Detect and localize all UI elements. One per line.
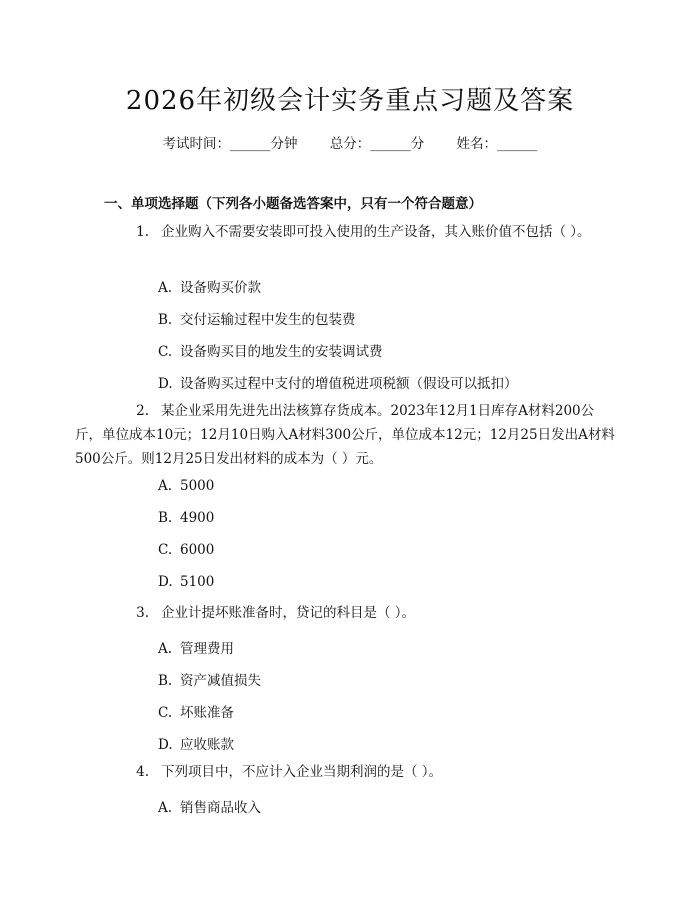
option-3b bbox=[158, 669, 261, 689]
question-number: 3. bbox=[136, 605, 149, 621]
option-3a bbox=[158, 637, 234, 657]
option-text: 交付运输过程中发生的包装费 bbox=[180, 312, 356, 328]
question-4 bbox=[75, 760, 620, 784]
option-1c bbox=[158, 340, 383, 360]
option-letter: A. bbox=[158, 641, 173, 657]
option-1b bbox=[158, 308, 356, 328]
document-title: 2026年初级会计实务重点习题及答案 bbox=[125, 86, 575, 116]
option-letter: D. bbox=[158, 574, 173, 590]
option-text: 5000 bbox=[180, 478, 215, 494]
question-number: 4. bbox=[136, 764, 149, 780]
option-letter: D. bbox=[158, 737, 173, 753]
section-heading-single-choice: 一、单项选择题（下列各小题备选答案中，只有一个符合题意） bbox=[104, 196, 482, 212]
option-letter: A. bbox=[158, 280, 173, 296]
total-score-field: 总分：______分 bbox=[329, 136, 425, 152]
option-2b bbox=[158, 510, 214, 526]
option-3c bbox=[158, 701, 234, 721]
option-letter: B. bbox=[158, 312, 173, 328]
option-text: 销售商品收入 bbox=[180, 800, 261, 816]
option-4a bbox=[158, 796, 261, 816]
option-letter: C. bbox=[158, 344, 173, 360]
question-text: 企业计提坏账准备时，贷记的科目是（ ）。 bbox=[161, 605, 416, 621]
option-letter: D. bbox=[158, 376, 173, 392]
option-text: 资产减值损失 bbox=[180, 673, 261, 689]
name-field: 姓名：______ bbox=[456, 136, 538, 152]
question-text: 下列项目中，不应计入企业当期利润的是（ ）。 bbox=[161, 764, 443, 780]
option-text: 设备购买目的地发生的安装调试费 bbox=[180, 344, 383, 360]
option-1d bbox=[158, 372, 518, 392]
option-text: 管理费用 bbox=[180, 641, 234, 657]
question-3 bbox=[75, 601, 620, 625]
option-letter: B. bbox=[158, 510, 173, 526]
option-letter: B. bbox=[158, 673, 173, 689]
option-text: 4900 bbox=[180, 510, 215, 526]
option-text: 设备购买过程中支付的增值税进项税额（假设可以抵扣） bbox=[180, 376, 518, 392]
option-text: 5100 bbox=[180, 574, 215, 590]
option-1a bbox=[158, 276, 261, 296]
question-1 bbox=[75, 220, 620, 244]
option-3d bbox=[158, 733, 234, 753]
option-text: 6000 bbox=[180, 542, 215, 558]
option-text: 应收账款 bbox=[180, 737, 234, 753]
option-letter: A. bbox=[158, 800, 173, 816]
exam-time-field: 考试时间：______分钟 bbox=[162, 136, 298, 152]
question-number: 2. bbox=[136, 403, 149, 419]
question-text: 某企业采用先进先出法核算存货成本。2023年12月1日库存A材料200公斤，单位成本10元；12月10日购入A材料300公斤，单位成本12元；12月25日发出A材料500公斤。则12月25日发出材料的成本为（ ）元。 bbox=[75, 403, 615, 467]
option-letter: C. bbox=[158, 542, 173, 558]
option-2a bbox=[158, 478, 214, 494]
exam-info-line bbox=[0, 132, 700, 152]
option-text: 设备购买价款 bbox=[180, 280, 261, 296]
option-2d bbox=[158, 574, 214, 590]
option-letter: C. bbox=[158, 705, 173, 721]
option-text: 坏账准备 bbox=[180, 705, 234, 721]
question-text: 企业购入不需要安装即可投入使用的生产设备，其入账价值不包括（ ）。 bbox=[161, 224, 591, 240]
option-letter: A. bbox=[158, 478, 173, 494]
question-2 bbox=[75, 399, 620, 471]
option-2c bbox=[158, 542, 214, 558]
question-number: 1. bbox=[136, 224, 149, 240]
